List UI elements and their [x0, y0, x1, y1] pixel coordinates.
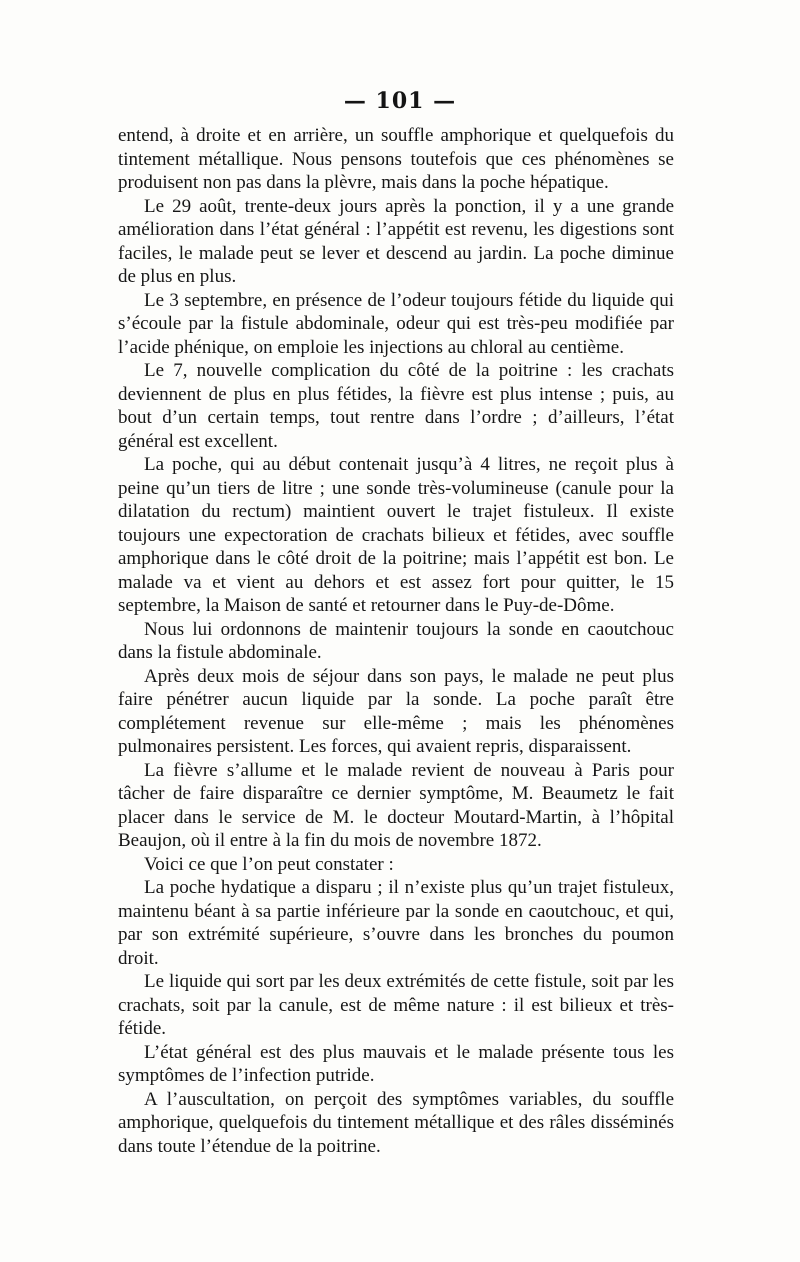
paragraph: Nous lui ordonnons de maintenir toujours la sonde en caoutchouc dans la fistule abdominale.: [118, 618, 674, 663]
paragraph: Après deux mois de séjour dans son pays, le malade ne peut plus faire pénétrer aucun liquide par la sonde. La poche paraît être complétement revenue sur elle-même ; mais les phénomènes pulmonaires persistent. Les forces, qui avaient repris, disparaissent.: [118, 665, 674, 757]
paragraph: La poche hydatique a disparu ; il n’existe plus qu’un trajet fistuleux, maintenu béant à sa partie inférieure par la sonde en caoutchouc, et qui, par son extrémité supérieure, s’ouvre dans les bronches du poumon droit.: [118, 877, 674, 969]
paragraph: Le 7, nouvelle complication du côté de la poitrine : les crachats deviennent de plus en plus fétides, la fièvre est plus intense ; puis, au bout d’un certain temps, tout rentre dans l’ordre ; d’ailleurs, l’état général est excellent.: [118, 360, 674, 452]
paragraph: La fièvre s’allume et le malade revient de nouveau à Paris pour tâcher de faire disparaître ce dernier symptôme, M. Beaumetz le fait placer dans le service de M. le docteur Moutard-Martin, à l’hôpital Beaujon, où il entre à la fin du mois de novembre 1872.: [118, 759, 674, 851]
paragraph: Voici ce que l’on peut constater :: [144, 853, 394, 875]
paragraph: entend, à droite et en arrière, un souffle amphorique et quelquefois du tintement métallique. Nous pensons toutefois que ces phénomènes se produisent non pas dans la plèvre, mais dans la poche hépatique.: [118, 125, 674, 193]
paragraph: L’état général est des plus mauvais et le malade présente tous les symptômes de l’infection putride.: [118, 1041, 674, 1086]
page-number: — 101 —: [343, 88, 457, 114]
paragraph: Le 3 septembre, en présence de l’odeur toujours fétide du liquide qui s’écoule par la fistule abdominale, odeur qui est très-peu modifiée par l’acide phénique, on emploie les injections au chloral au centième.: [118, 289, 674, 358]
paragraph: A l’auscultation, on perçoit des symptômes variables, du souffle amphorique, quelquefois du tintement métallique et des râles disséminés dans toute l’étendue de la poitrine.: [118, 1088, 674, 1157]
paragraph: La poche, qui au début contenait jusqu’à 4 litres, ne reçoit plus à peine qu’un tiers de litre ; une sonde très-volumineuse (canule pour la dilatation du rectum) maintient ouvert le trajet fistuleux. Il existe toujours une expectoration de crachats bilieux et fétides, avec souffle amphorique dans le côté droit de la poitrine; mais l’appétit est bon. Le malade va et vient au dehors et est assez fort pour quitter, le 15 septembre, la Maison de santé et retourner dans le Puy-de-Dôme.: [118, 454, 674, 616]
paragraph: Le liquide qui sort par les deux extrémités de cette fistule, soit par les crachats, soit par la canule, est de même nature : il est bilieux et très-fétide.: [118, 971, 674, 1039]
body-text: [118, 124, 674, 1158]
paragraph: Le 29 août, trente-deux jours après la ponction, il y a une grande amélioration dans l’état général : l’appétit est revenu, les digestions sont faciles, le malade peut se lever et descend au jardin. La poche diminue de plus en plus.: [118, 195, 674, 287]
